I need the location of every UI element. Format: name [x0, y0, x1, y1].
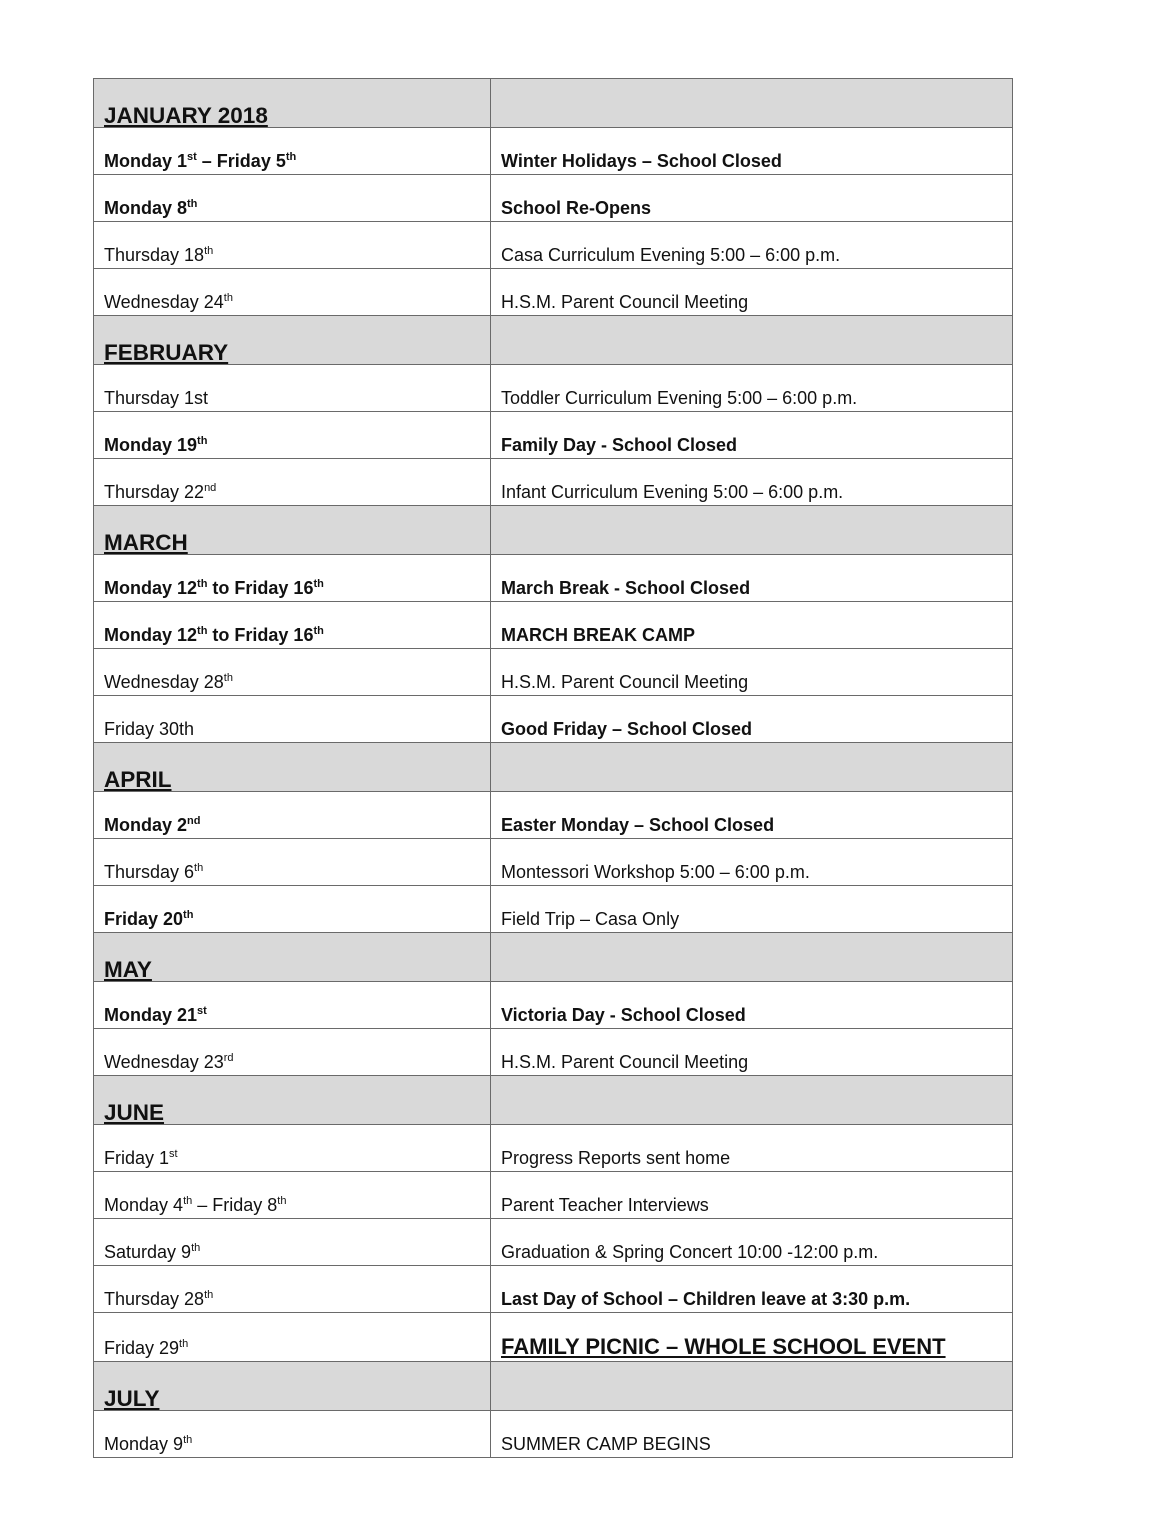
date-ordinal-suffix: st [169, 1148, 178, 1160]
date-text: Friday 30th [104, 719, 195, 739]
event-description [491, 1313, 1013, 1362]
date-text: Thursday 18 [104, 245, 205, 265]
month-title: FEBRUARY [94, 316, 491, 365]
event-text: Montessori Workshop 5:00 – 6:00 p.m. [501, 862, 810, 882]
event-description [491, 1172, 1013, 1219]
month-title: APRIL [94, 743, 491, 792]
date-text: Thursday 22 [104, 482, 205, 502]
event-text: SUMMER CAMP BEGINS [501, 1434, 711, 1454]
month-title: MARCH [94, 506, 491, 555]
month-header-empty-cell [491, 316, 1013, 365]
month-title: JULY [94, 1362, 491, 1411]
event-date [94, 175, 491, 222]
date-text: Thursday 6 [104, 862, 195, 882]
event-date [94, 1219, 491, 1266]
date-text: Monday 9 [104, 1434, 184, 1454]
event-description [491, 982, 1013, 1029]
date-ordinal-suffix: th [204, 245, 214, 257]
event-text: Infant Curriculum Evening 5:00 – 6:00 p.m. [501, 482, 844, 502]
event-row [94, 128, 1013, 175]
event-text: Parent Teacher Interviews [501, 1195, 709, 1215]
event-row [94, 222, 1013, 269]
month-header-empty-cell [491, 79, 1013, 128]
event-date [94, 602, 491, 649]
event-date [94, 982, 491, 1029]
event-text: Family Day - School Closed [501, 435, 738, 455]
date-text: Monday 12 [104, 625, 198, 645]
date-text: Friday 1 [104, 1148, 170, 1168]
event-row [94, 1313, 1013, 1362]
month-header-row [94, 933, 1013, 982]
event-row [94, 412, 1013, 459]
event-text: School Re-Opens [501, 198, 652, 218]
month-title: JUNE [94, 1076, 491, 1125]
event-date [94, 1029, 491, 1076]
event-row [94, 555, 1013, 602]
date-text: Monday 2 [104, 815, 188, 835]
event-row [94, 886, 1013, 933]
event-date [94, 555, 491, 602]
event-row [94, 649, 1013, 696]
event-row [94, 1125, 1013, 1172]
event-description [491, 269, 1013, 316]
event-date [94, 1411, 491, 1458]
event-date [94, 1125, 491, 1172]
month-header-row [94, 743, 1013, 792]
date-text: to Friday 16 [207, 578, 314, 598]
event-row [94, 269, 1013, 316]
date-ordinal-suffix: th [191, 1242, 201, 1254]
event-text: H.S.M. Parent Council Meeting [501, 1052, 749, 1072]
date-text: Wednesday 24 [104, 292, 224, 312]
date-text: Wednesday 23 [104, 1052, 224, 1072]
event-text: FAMILY PICNIC – WHOLE SCHOOL EVENT [501, 1334, 946, 1359]
event-date [94, 1313, 491, 1362]
event-date [94, 365, 491, 412]
event-description [491, 412, 1013, 459]
event-row [94, 982, 1013, 1029]
date-ordinal-suffix: th [187, 198, 198, 210]
calendar-body [94, 79, 1013, 1458]
event-description [491, 459, 1013, 506]
event-text: Casa Curriculum Evening 5:00 – 6:00 p.m. [501, 245, 841, 265]
month-header-empty-cell [491, 1076, 1013, 1125]
event-description [491, 839, 1013, 886]
month-header-row [94, 1362, 1013, 1411]
event-row [94, 602, 1013, 649]
month-header-empty-cell [491, 743, 1013, 792]
date-ordinal-suffix: th [204, 1289, 214, 1301]
event-text: H.S.M. Parent Council Meeting [501, 672, 749, 692]
date-text: Monday 1 [104, 151, 188, 171]
date-text: – Friday 5 [196, 151, 286, 171]
date-ordinal-suffix: th [179, 1338, 189, 1350]
event-text: H.S.M. Parent Council Meeting [501, 292, 749, 312]
date-ordinal-suffix: th [223, 292, 233, 304]
date-ordinal-suffix: st [187, 151, 197, 163]
date-text: Monday 8 [104, 198, 188, 218]
month-header-row [94, 79, 1013, 128]
event-description [491, 128, 1013, 175]
date-text: – Friday 8 [192, 1195, 278, 1215]
month-title: JANUARY 2018 [94, 79, 491, 128]
date-ordinal-suffix: th [183, 909, 194, 921]
date-ordinal-suffix: th [197, 435, 208, 447]
event-date [94, 1266, 491, 1313]
date-ordinal-suffix: rd [223, 1052, 234, 1064]
month-header-row [94, 506, 1013, 555]
event-date [94, 886, 491, 933]
event-description [491, 365, 1013, 412]
event-description [491, 1219, 1013, 1266]
date-ordinal-suffix: th [313, 578, 324, 590]
event-text: Toddler Curriculum Evening 5:00 – 6:00 p.m. [501, 388, 858, 408]
month-header-empty-cell [491, 933, 1013, 982]
date-text: Monday 19 [104, 435, 198, 455]
event-row [94, 1411, 1013, 1458]
event-date [94, 649, 491, 696]
event-description [491, 792, 1013, 839]
event-text: Easter Monday – School Closed [501, 815, 775, 835]
event-date [94, 412, 491, 459]
event-description [491, 1411, 1013, 1458]
event-date [94, 696, 491, 743]
event-description [491, 222, 1013, 269]
event-text: Field Trip – Casa Only [501, 909, 680, 929]
date-text: Monday 12 [104, 578, 198, 598]
school-calendar-table [93, 78, 1013, 1458]
event-date [94, 269, 491, 316]
date-ordinal-suffix: th [197, 625, 208, 637]
month-header-empty-cell [491, 1362, 1013, 1411]
event-text: Victoria Day - School Closed [501, 1005, 746, 1025]
date-ordinal-suffix: th [183, 1195, 193, 1207]
event-row [94, 1172, 1013, 1219]
event-text: March Break - School Closed [501, 578, 751, 598]
date-text: Thursday 1st [104, 388, 209, 408]
event-row [94, 365, 1013, 412]
event-text: MARCH BREAK CAMP [501, 625, 695, 645]
event-row [94, 1029, 1013, 1076]
date-text: to Friday 16 [207, 625, 314, 645]
date-ordinal-suffix: th [183, 1434, 193, 1446]
event-text: Good Friday – School Closed [501, 719, 753, 739]
event-row [94, 696, 1013, 743]
event-text: Progress Reports sent home [501, 1148, 731, 1168]
date-text: Monday 21 [104, 1005, 198, 1025]
date-text: Friday 29 [104, 1338, 180, 1358]
event-date [94, 459, 491, 506]
event-description [491, 886, 1013, 933]
event-row [94, 1266, 1013, 1313]
event-text: Graduation & Spring Concert 10:00 -12:00 p.m. [501, 1242, 879, 1262]
event-row [94, 459, 1013, 506]
date-ordinal-suffix: th [313, 625, 324, 637]
event-row [94, 792, 1013, 839]
date-text: Thursday 28 [104, 1289, 205, 1309]
date-text: Wednesday 28 [104, 672, 224, 692]
event-description [491, 1266, 1013, 1313]
month-header-empty-cell [491, 506, 1013, 555]
event-date [94, 128, 491, 175]
event-date [94, 792, 491, 839]
event-text: Winter Holidays – School Closed [501, 151, 782, 171]
event-description [491, 602, 1013, 649]
event-date [94, 222, 491, 269]
month-header-row [94, 316, 1013, 365]
event-description [491, 1029, 1013, 1076]
date-ordinal-suffix: nd [204, 482, 217, 494]
month-title: MAY [94, 933, 491, 982]
date-ordinal-suffix: th [194, 862, 204, 874]
event-description [491, 649, 1013, 696]
event-description [491, 1125, 1013, 1172]
event-description [491, 696, 1013, 743]
month-header-row [94, 1076, 1013, 1125]
date-ordinal-suffix: th [277, 1195, 287, 1207]
date-text: Monday 4 [104, 1195, 184, 1215]
date-text: Friday 20 [104, 909, 184, 929]
date-ordinal-suffix: nd [187, 815, 201, 827]
event-description [491, 555, 1013, 602]
event-row [94, 1219, 1013, 1266]
event-date [94, 839, 491, 886]
event-description [491, 175, 1013, 222]
event-row [94, 175, 1013, 222]
event-text: Last Day of School – Children leave at 3:30 p.m. [501, 1289, 911, 1309]
date-ordinal-suffix: th [285, 151, 297, 163]
event-date [94, 1172, 491, 1219]
event-row [94, 839, 1013, 886]
date-ordinal-suffix: st [197, 1005, 207, 1017]
date-ordinal-suffix: th [223, 672, 233, 684]
date-ordinal-suffix: th [197, 578, 208, 590]
date-text: Saturday 9 [104, 1242, 192, 1262]
